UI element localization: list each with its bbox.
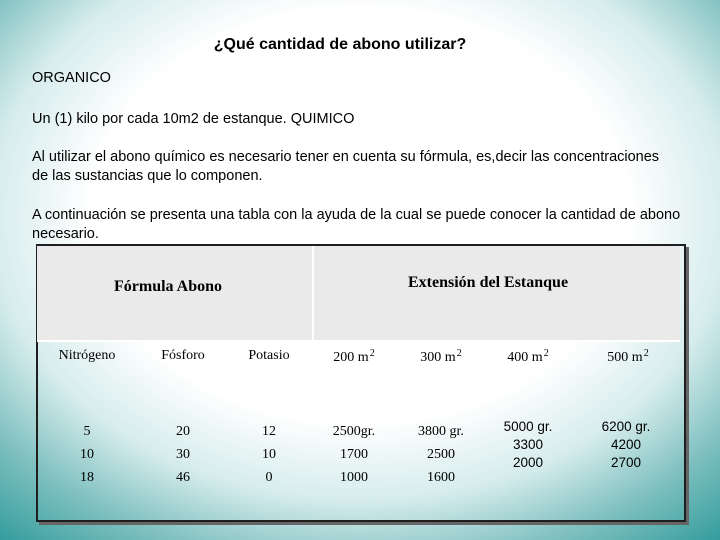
table-cell: 18 [80,470,94,485]
area-400-values [485,418,571,472]
extension-header-cell [314,246,680,342]
table-cell: 5000 gr. [503,419,553,434]
area-500-values [583,418,669,472]
column-header-potassium: Potasio [248,348,290,363]
area-200-values [311,420,397,489]
column-header-500m2: 500 $m^2$ [607,348,649,365]
table-cell: 3300 [512,437,544,452]
table-cell: 46 [176,470,190,485]
table-cell: 1600 [427,470,455,485]
column-header-400m2: 400 $m^2$ [507,348,549,365]
table-cell: 2700 [610,455,642,470]
table-cell: 0 [265,470,273,485]
potassium-values [226,420,312,489]
table-cell: 3800 gr. [418,424,464,439]
formula-header: Fórmula Abono [114,278,223,295]
table-cell: 30 [176,447,190,462]
table-cell: 10 [262,447,276,462]
column-header-200m2: 200 $m^2$ [333,348,375,365]
table-cell: 1700 [340,447,368,462]
area-300-values [398,420,484,489]
table-cell: 20 [176,424,190,439]
extension-header: Extensión del Estanque [408,274,569,291]
column-header-300m2: 300 $m^2$ [420,348,462,365]
table-cell: 2500 [427,447,455,462]
chemical-text: Al utilizar el abono químico es necesario tener en cuenta su fórmula, es,decir las concentraciones de las sustancias que lo componen. [32,149,660,184]
table-cell: 2000 [512,455,544,470]
table-intro: A continuación se presenta una tabla con la ayuda de la cual se puede conocer la cantidad de abono necesario. [32,207,681,242]
nitrogen-values [44,420,130,489]
formula-header-cell [37,246,314,342]
slide-title: ¿Qué cantidad de abono utilizar? [213,36,467,53]
column-header-nitrogen: Nitrógeno [58,348,116,363]
table-cell: 1000 [340,470,368,485]
organic-heading: ORGANICO [32,70,111,86]
table-cell: 5 [83,424,91,439]
table-cell: 4200 [610,437,642,452]
table-cell: 10 [80,447,94,462]
phosphorus-values [140,420,226,489]
organic-text: Un (1) kilo por cada 10m2 de estanque. QUIMICO [32,111,355,127]
column-header-phosphorus: Fósforo [161,348,205,363]
table-cell: 2500gr. [332,424,376,439]
table-cell: 12 [262,424,276,439]
table-cell: 6200 gr. [601,419,651,434]
